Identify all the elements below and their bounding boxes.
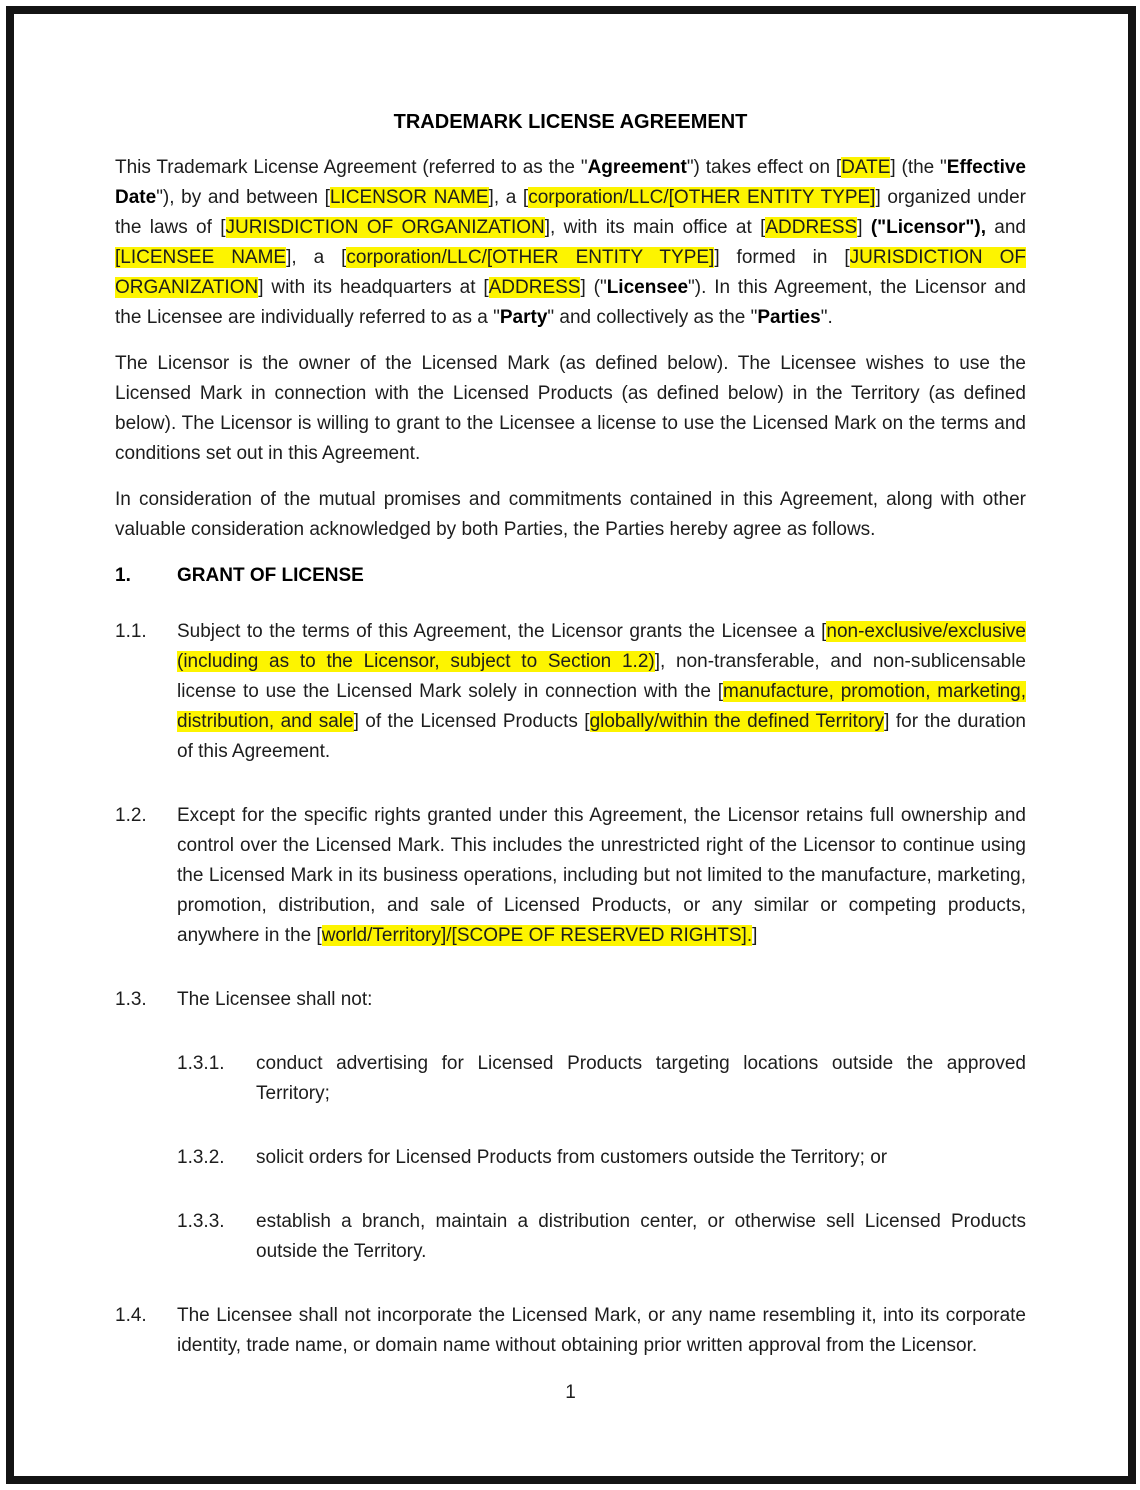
- paragraph: [115, 153, 1026, 333]
- highlighted-text: manufacture, promotion, marketing, distribution, and sale: [177, 681, 1027, 732]
- text-run: The Licensee shall not incorporate the Licensed Mark, or any name resembling it, into its corporate identity, trade name, or domain name without obtaining prior written approval from the Licensor.: [177, 1305, 1026, 1356]
- text-run: establish a branch, maintain a distribution center, or otherwise sell Licensed Products outside the Territory.: [256, 1211, 1026, 1262]
- highlighted-text: [LICENSEE NAME: [115, 247, 287, 268]
- clause-item: [115, 985, 1026, 1015]
- bold-text: Licensee: [606, 277, 689, 298]
- document-content: [115, 107, 1026, 1395]
- text-run: ] formed in [: [714, 247, 850, 268]
- highlighted-text: ADDRESS: [488, 277, 581, 298]
- highlighted-text: LICENSOR NAME: [329, 187, 489, 208]
- highlighted-text: JURISDICTION OF ORGANIZATION: [225, 217, 545, 238]
- text-run: ] organized under the laws of [: [115, 187, 1026, 238]
- text-run: ], a [: [488, 187, 529, 208]
- highlighted-text: world/Territory]/[SCOPE OF RESERVED RIGHTS].: [321, 925, 753, 946]
- bold-text: Parties: [757, 307, 821, 328]
- text-run: ]: [752, 925, 758, 946]
- section-heading-text: GRANT OF LICENSE: [177, 565, 364, 586]
- clause-number: 1.2.: [115, 805, 147, 826]
- text-run: conduct advertising for Licensed Products targeting locations outside the approved Territory;: [256, 1053, 1026, 1104]
- text-run: ], a [: [286, 247, 347, 268]
- text-run: Except for the specific rights granted under this Agreement, the Licensor retains full ownership and control over the Licensed Mark. This includes the unrestricted right of the Licensor to continue using the Licensed Mark in its business operations, including but not limited to the manufacture, marketing, promotion, distribution, and sale of Licensed Products, or any similar or competing products, anywhere in the [: [177, 805, 1026, 946]
- text-run: The Licensor is the owner of the Licensed Mark (as defined below). The Licensee wishes to use the Licensed Mark in connection with the Licensed Products (as defined below) in the Territory (as defined below). The Licensor is willing to grant to the Licensee a license to use the Licensed Mark on the terms and conditions set out in this Agreement.: [115, 353, 1026, 464]
- highlighted-text: JURISDICTION OF ORGANIZATION: [115, 247, 1026, 298]
- clause-item: [115, 617, 1026, 767]
- text-run: "), by and between [: [156, 187, 330, 208]
- clause-number: 1.4.: [115, 1305, 147, 1326]
- text-run: ] with its headquarters at [: [258, 277, 489, 298]
- clause-text: [256, 1143, 1026, 1173]
- clause-number: 1.3.2.: [177, 1147, 225, 1168]
- text-run: In consideration of the mutual promises and commitments contained in this Agreement, along with other valuable consideration acknowledged by both Parties, the Parties hereby agree as follows.: [115, 489, 1026, 540]
- text-run: The Licensee shall not:: [177, 989, 373, 1010]
- document-title: TRADEMARK LICENSE AGREEMENT: [393, 111, 748, 133]
- text-run: ]: [857, 217, 871, 238]
- document-body: [115, 153, 1026, 1361]
- clause-text: [256, 1049, 1026, 1109]
- bold-text: Effective Date: [115, 157, 1026, 208]
- text-run: "). In this Agreement, the Licensor and the Licensee are individually referred to as a ": [115, 277, 1026, 328]
- text-run: ".: [820, 307, 833, 328]
- text-run: Subject to the terms of this Agreement, the Licensor grants the Licensee a [: [177, 621, 827, 642]
- section-heading: [115, 561, 1026, 591]
- highlighted-text: ADDRESS: [765, 217, 858, 238]
- clause-item: [177, 1049, 1026, 1109]
- text-run: ") takes effect on [: [686, 157, 842, 178]
- text-run: ] (": [580, 277, 607, 298]
- clause-text: [256, 1207, 1026, 1267]
- clause-number: 1.3.: [115, 989, 147, 1010]
- clause-number: 1.3.3.: [177, 1211, 225, 1232]
- clause-number: 1.: [115, 565, 131, 586]
- text-run: ] (the ": [890, 157, 947, 178]
- highlighted-text: DATE: [841, 157, 891, 178]
- highlighted-text: corporation/LLC/[OTHER ENTITY TYPE]: [346, 247, 715, 268]
- clause-text: [177, 801, 1026, 951]
- highlighted-text: corporation/LLC/[OTHER ENTITY TYPE]: [528, 187, 876, 208]
- text-run: ], with its main office at [: [544, 217, 766, 238]
- clause-item: [115, 1301, 1026, 1361]
- clause-text: [177, 1301, 1026, 1361]
- highlighted-text: globally/within the defined Territory: [589, 711, 885, 732]
- clause-text: [177, 985, 1026, 1015]
- bold-text: Party: [499, 307, 548, 328]
- text-run: " and collectively as the ": [547, 307, 758, 328]
- bold-text: ("Licensor"),: [870, 217, 986, 238]
- bold-text: Agreement: [587, 157, 687, 178]
- clause-number: 1.3.1.: [177, 1053, 225, 1074]
- clause-item: [177, 1207, 1026, 1267]
- paragraph: [115, 349, 1026, 469]
- text-run: ] of the Licensed Products [: [353, 711, 590, 732]
- text-run: ] for the duration of this Agreement.: [177, 711, 1026, 762]
- highlighted-text: non-exclusive/exclusive (including as to the Licensor, subject to Section 1.2): [177, 621, 1026, 672]
- paragraph: [115, 485, 1026, 545]
- text-run: This Trademark License Agreement (referred to as the ": [115, 157, 588, 178]
- text-run: solicit orders for Licensed Products from customers outside the Territory; or: [256, 1147, 888, 1168]
- clause-text: [177, 617, 1026, 767]
- clause-item: [177, 1143, 1026, 1173]
- text-run: and: [985, 217, 1027, 238]
- clause-number: 1.1.: [115, 621, 147, 642]
- text-run: ], non-transferable, and non-sublicensable license to use the Licensed Mark solely in connection with the [: [177, 651, 1026, 702]
- page-number: 1: [565, 1382, 576, 1403]
- clause-item: [115, 801, 1026, 951]
